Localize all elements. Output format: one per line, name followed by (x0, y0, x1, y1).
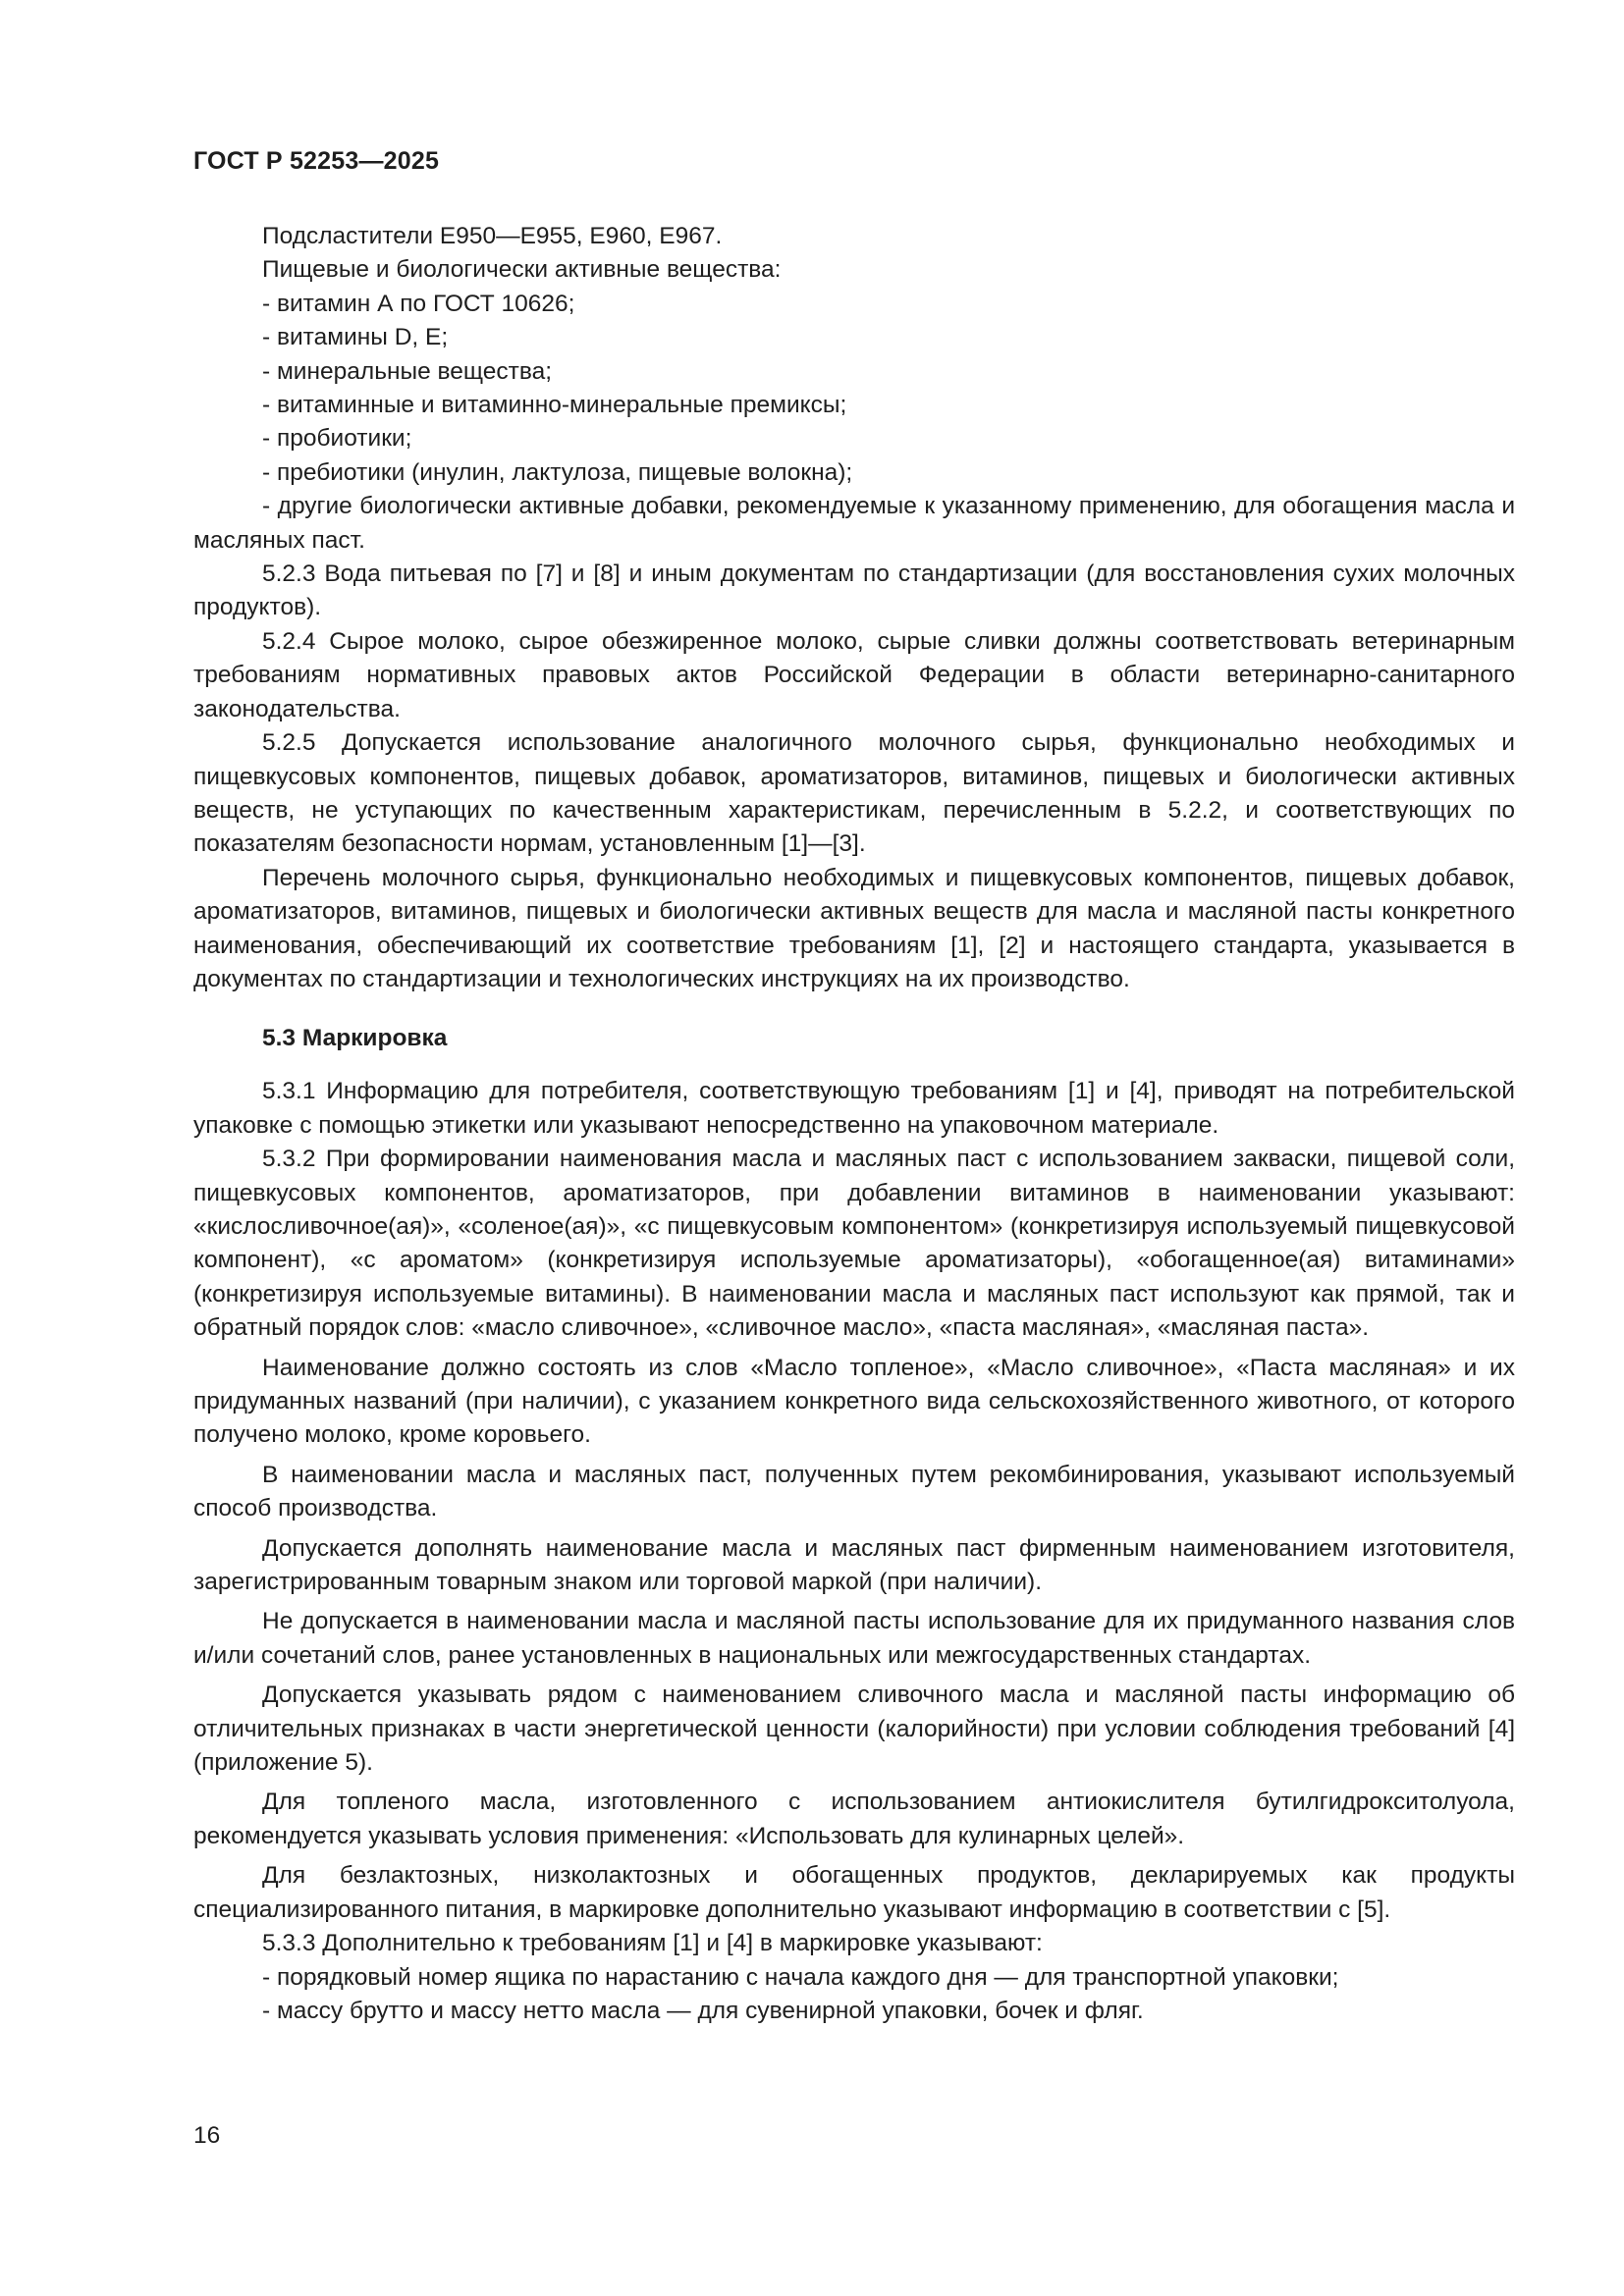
paragraph-energy: Допускается указывать рядом с наименованием сливочного масла и масляной пасты информацию об отличительных признаках в части энергетической ценности (калорийности) при условии соблюдения требований [4] (приложение 5). (193, 1682, 1515, 1777)
paragraph-5-3-3: 5.3.3 Дополнительно к требованиям [1] и [4] в маркировке указывают: (262, 1930, 1043, 1957)
document-header: ГОСТ Р 52253—2025 (193, 147, 440, 175)
paragraph-active-substances: Пищевые и биологически активные вещества: (262, 256, 782, 284)
paragraph-ghee: Для топленого масла, изготовленного с использованием антиокислителя бутилгидрокситолуола, рекомендуется указывать условия применения: «Использовать для кулинарных целей». (193, 1789, 1515, 1849)
section-heading-5-3: 5.3 Маркировка (262, 1025, 448, 1052)
list-item: - витамин А по ГОСТ 10626; (262, 290, 575, 317)
list-item: - массу брутто и массу нетто масла — для сувенирной упаковки, бочек и фляг. (262, 1997, 1144, 2024)
paragraph-forbidden: Не допускается в наименовании масла и масляной пасты использование для их придуманного названия слов и/или сочетаний слов, ранее установленных в национальных или межгосударственных стандартах. (193, 1608, 1515, 1669)
paragraph-5-3-2: 5.3.2 При формировании наименования масла и масляных паст с использованием закваски, пищевой соли, пищевкусовых компонентов, ароматизаторов, при добавлении витаминов в наименовании указывают: «кислосливочное(ая)», «соленое(ая)», «с пищевкусовым компонентом» (конкретизируя используемый пищевкусовой компонент), «с ароматом» (конкретизируя используемые ароматизаторы), «обогащенное(ая) витаминами» (конкретизируя используемые витамины). В наименовании масла и масляных паст используют как прямой, так и обратный порядок слов: «масло сливочное», «сливочное масло», «паста масляная», «масляная паста». (193, 1146, 1515, 1342)
paragraph-5-2-5: 5.2.5 Допускается использование аналогичного молочного сырья, функционально необходимых и пищевкусовых компонентов, пищевых добавок, ароматизаторов, витаминов, пищевых и биологически активных веществ, не уступающих по качественным характеристикам, перечисленным в 5.2.2, и соответствующих по показателям безопасности нормам, установленным [1]—[3]. (193, 729, 1515, 858)
paragraph-5-2-4: 5.2.4 Сырое молоко, сырое обезжиренное молоко, сырые сливки должны соответствовать ветеринарным требованиям нормативных правовых актов Российской Федерации в области ветеринарно-санитарного законодательства. (193, 627, 1515, 722)
paragraph-list-note: Перечень молочного сырья, функционально необходимых и пищевкусовых компонентов, пищевых добавок, ароматизаторов, витаминов, пищевых и биологически активных веществ для масла и масляной пасты конкретного наименования, обеспечивающий их соответствие требованиям [1], [2] и настоящего стандарта, указывается в документах по стандартизации и технологических инструкциях на их производство. (193, 864, 1515, 992)
list-item: - пребиотики (инулин, лактулоза, пищевые волокна); (262, 458, 853, 486)
paragraph-5-2-3: 5.2.3 Вода питьевая по [7] и [8] и иным документам по стандартизации (для восстановления сухих молочных продуктов). (193, 561, 1515, 621)
list-item: - пробиотики; (262, 425, 412, 453)
paragraph-lactose: Для безлактозных, низколактозных и обогащенных продуктов, декларируемых как продукты специализированного питания, в маркировке дополнительно указывают информацию в соответствии с [5]. (193, 1862, 1515, 1923)
page-number: 16 (193, 2122, 221, 2149)
paragraph-name: Наименование должно состоять из слов «Масло топленое», «Масло сливочное», «Паста масляная» и их придуманных названий (при наличии), с указанием конкретного вида сельскохозяйственного животного, от которого получено молоко, кроме коровьего. (193, 1354, 1515, 1449)
list-item: - другие биологически активные добавки, рекомендуемые к указанному применению, для обогащения масла и масляных паст. (193, 493, 1515, 554)
paragraph-5-3-1: 5.3.1 Информацию для потребителя, соответствующую требованиям [1] и [4], приводят на потребительской упаковке с помощью этикетки или указывают непосредственно на упаковочном материале. (193, 1078, 1515, 1139)
list-item: - витаминные и витаминно-минеральные премиксы; (262, 392, 847, 419)
document-body (193, 220, 1515, 2028)
list-item: - порядковый номер ящика по нарастанию с начала каждого дня — для транспортной упаковки; (262, 1963, 1339, 1991)
paragraph-recombination: В наименовании масла и масляных паст, полученных путем рекомбинирования, указывают используемый способ производства. (193, 1461, 1515, 1522)
list-item: - витамины D, E; (262, 324, 449, 351)
paragraph-brand: Допускается дополнять наименование масла и масляных паст фирменным наименованием изготовителя, зарегистрированным товарным знаком или торговой маркой (при наличии). (193, 1534, 1515, 1596)
paragraph-sweeteners: Подсластители E950—E955, E960, E967. (262, 223, 723, 249)
list-item: - минеральные вещества; (262, 357, 553, 385)
